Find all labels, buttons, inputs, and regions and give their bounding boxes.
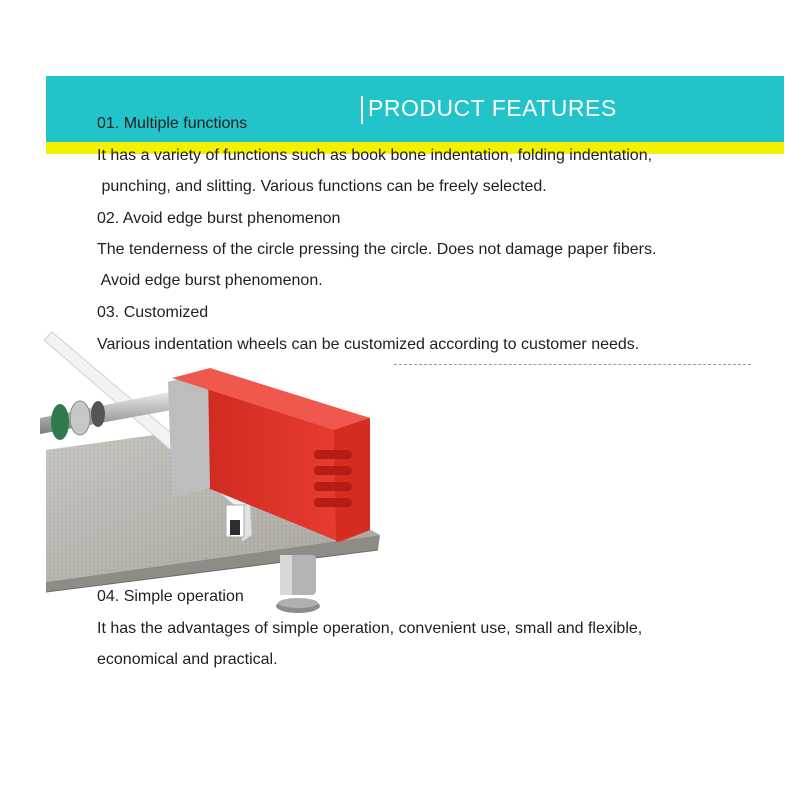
feature-4-heading: 04. Simple operation bbox=[97, 588, 244, 605]
feature-3-line-1: Various indentation wheels can be customized according to customer needs. bbox=[97, 336, 640, 353]
creasing-machine-image bbox=[40, 320, 390, 620]
feature-1-line-2: punching, and slitting. Various functions can be freely selected. bbox=[97, 178, 547, 195]
header-accent-line bbox=[196, 72, 360, 75]
feature-4-line-2: economical and practical. bbox=[97, 651, 278, 668]
feature-2-line-2: Avoid edge burst phenomenon. bbox=[97, 272, 323, 289]
feature-1-heading: 01. Multiple functions bbox=[97, 115, 248, 132]
page-title: PRODUCT FEATURES bbox=[368, 95, 617, 121]
header-divider bbox=[361, 96, 363, 124]
section-divider bbox=[394, 364, 751, 365]
feature-1-line-1: It has a variety of functions such as book bone indentation, folding indentation, bbox=[97, 147, 653, 164]
feature-4-line-1: It has the advantages of simple operation, convenient use, small and flexible, bbox=[97, 620, 643, 637]
feature-2-line-1: The tenderness of the circle pressing the circle. Does not damage paper fibers. bbox=[97, 241, 657, 258]
feature-3-heading: 03. Customized bbox=[97, 304, 209, 321]
feature-2-heading: 02. Avoid edge burst phenomenon bbox=[97, 210, 341, 227]
